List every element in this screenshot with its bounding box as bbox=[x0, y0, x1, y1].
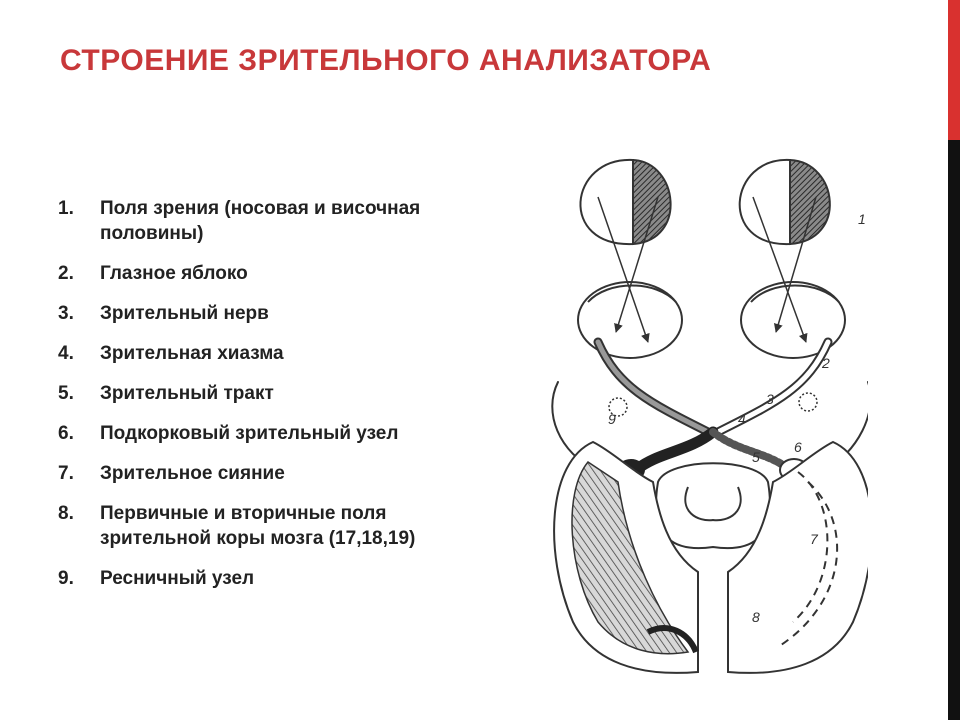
list-item bbox=[58, 301, 488, 326]
list-item bbox=[58, 421, 488, 446]
list-item-number: 8. bbox=[58, 503, 74, 524]
list-item bbox=[58, 461, 488, 486]
list-item-text: Зрительный нерв bbox=[100, 303, 269, 324]
list-item-number: 1. bbox=[58, 198, 74, 219]
figure-label: 8 bbox=[752, 609, 760, 625]
list-item bbox=[58, 341, 488, 366]
list-item-number: 9. bbox=[58, 568, 74, 589]
accent-bar-black bbox=[948, 140, 960, 720]
list-item-text: Первичные и вторичные поля зрительной коры мозга (17,18,19) bbox=[100, 503, 416, 549]
list-item bbox=[58, 261, 488, 286]
list-item-text: Поля зрения (носовая и височная половины) bbox=[100, 198, 421, 244]
figure-label: 9 bbox=[608, 411, 616, 427]
list-item bbox=[58, 566, 488, 591]
eyeball-left bbox=[578, 282, 682, 358]
list-item-number: 7. bbox=[58, 463, 74, 484]
list-item-number: 3. bbox=[58, 303, 74, 324]
list-item-text: Ресничный узел bbox=[100, 568, 255, 589]
figure-label: 6 bbox=[794, 439, 802, 455]
figure-label: 1 bbox=[858, 211, 866, 227]
list-item bbox=[58, 501, 488, 551]
figure-label: 7 bbox=[810, 531, 818, 547]
list-item-number: 6. bbox=[58, 423, 74, 444]
list-item-text: Подкорковый зрительный узел bbox=[100, 423, 399, 444]
list-item-text: Зрительная хиазма bbox=[100, 343, 284, 364]
visual-pathway-diagram bbox=[538, 152, 868, 682]
figure-label: 3 bbox=[766, 391, 774, 407]
list-item-text: Глазное яблоко bbox=[100, 263, 248, 284]
visual-field-right bbox=[740, 160, 830, 244]
list-item-number: 4. bbox=[58, 343, 74, 364]
cerebral-hemisphere-left bbox=[554, 442, 698, 673]
midbrain bbox=[656, 463, 770, 548]
list-item bbox=[58, 196, 488, 246]
list-item-text: Зрительный тракт bbox=[100, 383, 274, 404]
cerebral-hemisphere-right bbox=[728, 442, 868, 673]
structure-list bbox=[58, 196, 488, 606]
list-item-text: Зрительное сияние bbox=[100, 463, 285, 484]
list-item bbox=[58, 381, 488, 406]
figure-label: 2 bbox=[822, 355, 830, 371]
slide-title: СТРОЕНИЕ ЗРИТЕЛЬНОГО АНАЛИЗАТОРА bbox=[60, 44, 712, 77]
accent-bar-red bbox=[948, 0, 960, 140]
ciliary-ganglion-right bbox=[799, 393, 817, 411]
figure-label: 4 bbox=[738, 411, 746, 427]
figure-label: 5 bbox=[752, 449, 760, 465]
list-item-number: 5. bbox=[58, 383, 74, 404]
list-item-number: 2. bbox=[58, 263, 74, 284]
